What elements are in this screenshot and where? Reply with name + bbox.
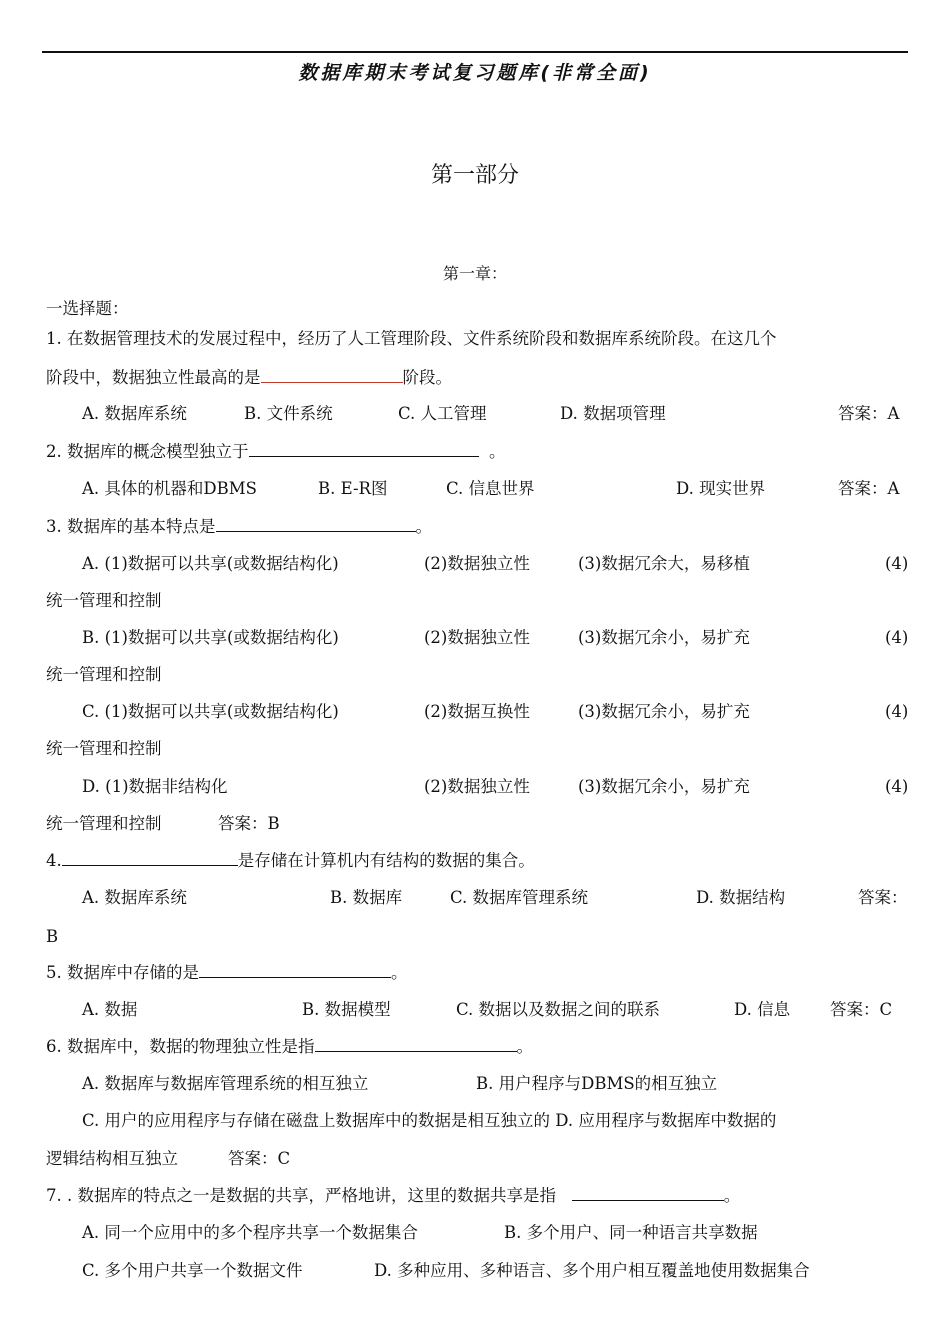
q6-answer: 答案：C	[228, 1149, 291, 1168]
q3-option-a-cont: 统一管理和控制	[46, 591, 162, 610]
q4-answer-label: 答案：	[858, 888, 908, 907]
q7-answer-blank	[572, 1186, 724, 1201]
q3-option-a-part4: (4)	[885, 554, 909, 573]
q7-stem-end: 。	[723, 1186, 741, 1205]
chapter-heading: 第一章：	[442, 264, 507, 283]
q4-stem	[46, 850, 535, 872]
q5-option-b: B. 数据模型	[302, 1000, 391, 1019]
q3-answer-blank	[216, 517, 416, 532]
q3-answer: 答案：B	[218, 814, 280, 833]
q1-stem-line1: 1. 在数据管理技术的发展过程中，经历了人工管理阶段、文件系统阶段和数据库系统阶段。在这几个	[46, 329, 777, 348]
q5-option-c: C. 数据以及数据之间的联系	[456, 1000, 661, 1019]
q3-option-a-part2: (2)数据独立性	[424, 554, 530, 573]
q5-stem-end: 。	[391, 963, 408, 982]
q3-option-b-part4: (4)	[885, 628, 909, 647]
q1-option-c: C. 人工管理	[398, 404, 487, 423]
q6-option-a: A. 数据库与数据库管理系统的相互独立	[82, 1074, 369, 1093]
section-heading: 一选择题：	[46, 299, 129, 318]
q1-stem-end: 阶段。	[402, 368, 452, 387]
q3-option-c-cont: 统一管理和控制	[46, 739, 162, 758]
q4-answer-value: B	[46, 927, 59, 946]
document-title: 数据库期末考试复习题库(非常全面)	[298, 62, 652, 84]
q1-option-a: A. 数据库系统	[82, 404, 187, 423]
q4-option-b: B. 数据库	[330, 888, 403, 907]
q2-option-b: B. E-R图	[318, 479, 388, 498]
q1-stem-line2	[46, 367, 452, 389]
q5-answer: 答案：C	[830, 1000, 893, 1019]
q6-stem-text: 6. 数据库中，数据的物理独立性是指	[46, 1037, 315, 1056]
q4-stem-text: 是存储在计算机内有结构的数据的集合。	[237, 851, 535, 870]
q7-stem-text: 7. . 数据库的特点之一是数据的共享，严格地讲，这里的数据共享是指	[46, 1186, 556, 1205]
q6-stem	[46, 1036, 533, 1058]
q5-answer-blank	[199, 963, 391, 978]
q3-option-a-part1: A. (1)数据可以共享(或数据结构化)	[82, 554, 339, 573]
q2-answer-blank	[249, 442, 479, 457]
q1-stem-text: 阶段中，数据独立性最高的是	[46, 368, 261, 387]
q7-stem	[46, 1185, 740, 1207]
q3-stem	[46, 516, 432, 538]
q4-number: 4.	[46, 851, 62, 870]
q2-option-d: D. 现实世界	[676, 479, 766, 498]
q3-option-c-part4: (4)	[885, 702, 909, 721]
q3-option-a-part3: (3)数据冗余大，易移植	[578, 554, 750, 573]
q7-option-a: A. 同一个应用中的多个程序共享一个数据集合	[82, 1223, 418, 1242]
q1-answer: 答案：A	[838, 404, 900, 423]
q3-option-b-cont: 统一管理和控制	[46, 665, 162, 684]
q4-option-a: A. 数据库系统	[82, 888, 187, 907]
q2-answer: 答案：A	[838, 479, 900, 498]
q3-option-c-part3: (3)数据冗余小，易扩充	[578, 702, 750, 721]
q2-stem-end: 。	[489, 442, 506, 461]
q3-option-c-part2: (2)数据互换性	[424, 702, 530, 721]
q6-option-b: B. 用户程序与DBMS的相互独立	[476, 1074, 718, 1093]
q2-stem-text: 2. 数据库的概念模型独立于	[46, 442, 249, 461]
q3-option-d-cont: 统一管理和控制	[46, 814, 162, 833]
q2-option-c: C. 信息世界	[446, 479, 535, 498]
q3-stem-text: 3. 数据库的基本特点是	[46, 517, 216, 536]
q3-option-b-part3: (3)数据冗余小，易扩充	[578, 628, 750, 647]
q3-option-b-part1: B. (1)数据可以共享(或数据结构化)	[82, 628, 339, 647]
q6-answer-blank	[315, 1037, 517, 1052]
part-heading: 第一部分	[430, 163, 519, 188]
q7-option-b: B. 多个用户、同一种语言共享数据	[504, 1223, 758, 1242]
q3-option-c-part1: C. (1)数据可以共享(或数据结构化)	[82, 702, 339, 721]
q6-stem-end: 。	[516, 1037, 533, 1056]
q5-option-a: A. 数据	[82, 1000, 138, 1019]
q3-option-d-part2: (2)数据独立性	[424, 777, 530, 796]
q1-option-b: B. 文件系统	[244, 404, 333, 423]
q2-option-a: A. 具体的机器和DBMS	[82, 479, 257, 498]
q1-option-d: D. 数据项管理	[560, 404, 666, 423]
q3-option-d-part3: (3)数据冗余小，易扩充	[578, 777, 750, 796]
q4-option-c: C. 数据库管理系统	[450, 888, 589, 907]
q5-stem	[46, 962, 408, 984]
q5-stem-text: 5. 数据库中存储的是	[46, 963, 199, 982]
q1-answer-blank	[261, 368, 403, 383]
q6-option-cd: C. 用户的应用程序与存储在磁盘上数据库中的数据是相互独立的 D. 应用程序与数据库中数据的	[82, 1111, 777, 1130]
q5-option-d: D. 信息	[734, 1000, 791, 1019]
q3-option-d-part4: (4)	[885, 777, 909, 796]
q7-option-d: D. 多种应用、多种语言、多个用户相互覆盖地使用数据集合	[374, 1261, 810, 1280]
q3-option-d-part1: D. (1)数据非结构化	[82, 777, 228, 796]
q4-option-d: D. 数据结构	[696, 888, 786, 907]
q6-option-d-cont: 逻辑结构相互独立	[46, 1149, 178, 1168]
q3-stem-end: 。	[415, 517, 432, 536]
q7-option-c: C. 多个用户共享一个数据文件	[82, 1261, 303, 1280]
header-rule	[42, 51, 908, 53]
q4-answer-blank	[62, 851, 238, 866]
q3-option-b-part2: (2)数据独立性	[424, 628, 530, 647]
q2-stem	[46, 441, 506, 463]
